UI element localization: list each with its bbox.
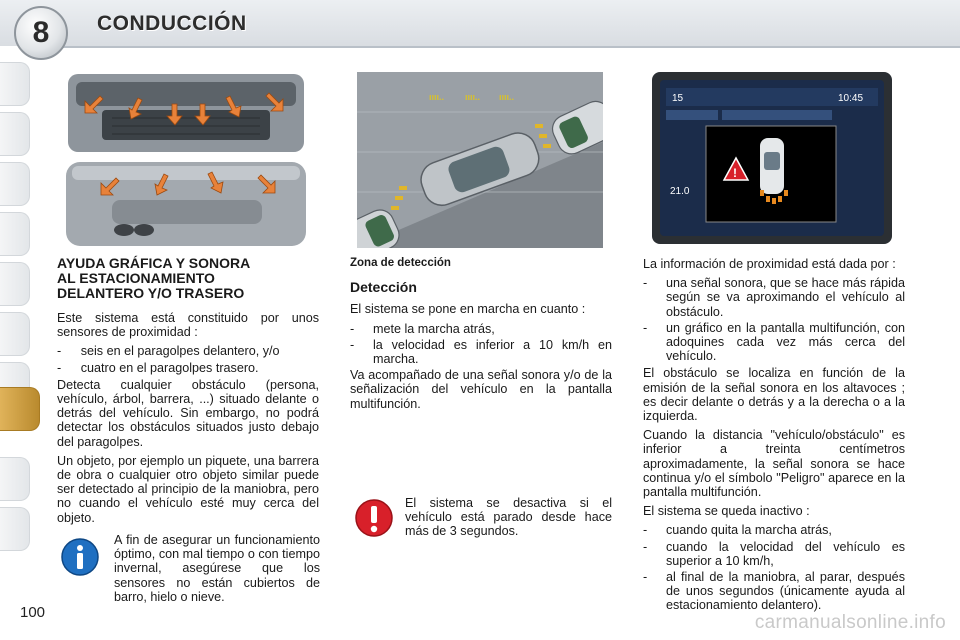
list-item: - un gráfico en la pantalla multifunción, con adoquines cada vez más cerca del vehículo. <box>643 320 905 364</box>
screen-time: 10:45 <box>838 93 864 104</box>
body-paragraph: El sistema se queda inactivo : <box>643 504 810 519</box>
chapter-tab[interactable] <box>0 162 30 206</box>
body-paragraph: Detecta cualquier obstáculo (persona, vehículo, árbol, barrera, ...) situado delante o detrás del vehículo. Sin embargo, no podrá detectar los obstáculos situados justo debajo del paragolpes. <box>57 377 319 449</box>
svg-text:!: ! <box>733 166 737 180</box>
chapter-tab[interactable] <box>0 507 30 551</box>
chapter-tabs <box>0 62 44 582</box>
body-paragraph: Un objeto, por ejemplo un piquete, una barrera de obra o cualquier otro objeto similar puede ser detectado al principio de la maniobra, pero no cuando el vehículo esté muy cerca del objeto. <box>57 453 319 525</box>
warning-note <box>354 496 612 539</box>
list-item: - seis en el paragolpes delantero, y/o <box>57 344 280 359</box>
middle-column <box>350 256 612 416</box>
warning-note-text: El sistema se desactiva si el vehículo está parado desde hace más de 3 segundos. <box>405 496 612 539</box>
svg-text:ıııı..: ıııı.. <box>499 92 515 102</box>
chapter-tab[interactable] <box>0 457 30 501</box>
intro-text: El sistema se pone en marcha en cuanto : <box>350 302 586 317</box>
list-item: - cuatro en el paragolpes trasero. <box>57 360 259 375</box>
warning-icon <box>354 498 394 538</box>
info-note-text: A fin de asegurar un funcionamiento óptimo, con mal tiempo o con tiempo invernal, asegúrese que los sensores no están cubiertos de barro, hielo o nieve. <box>114 533 320 604</box>
bumper-sensors-image <box>62 70 310 248</box>
zone-label: Zona de detección <box>350 257 451 269</box>
page-header <box>0 0 960 60</box>
list-item: - una señal sonora, que se hace más rápida según se va aproximando el vehículo al obstáculo. <box>643 276 905 319</box>
list-item: - al final de la maniobra, al parar, después de unos segundos (únicamente ayuda al estacionamiento delantero). <box>643 570 905 613</box>
left-column <box>57 256 319 530</box>
intro-text: La información de proximidad está dada por : <box>643 257 896 271</box>
list-item: - mete la marcha atrás, <box>350 321 495 336</box>
intro-text: Este sistema está constituido por unos sensores de proximidad : <box>57 311 319 340</box>
body-paragraph: Cuando la distancia "vehículo/obstáculo" es inferior a treinta centímetros aproximadamente, la señal sonora se hace continua y/o el símbolo "Peligro" aparece en la pantalla multifunción. <box>643 428 905 500</box>
watermark-text: carmanualsonline.info <box>754 612 946 633</box>
header-divider <box>60 46 960 48</box>
list-item: - cuando quita la marcha atrás, <box>643 523 832 538</box>
chapter-tab[interactable] <box>0 262 30 306</box>
chapter-tab[interactable] <box>0 312 30 356</box>
right-column <box>643 257 905 615</box>
chapter-number: 8 <box>32 16 50 49</box>
svg-text:ıııı..: ıııı.. <box>429 92 445 102</box>
page-number: 100 <box>20 604 46 621</box>
chapter-tab[interactable] <box>0 212 30 256</box>
screen-temp: 21.0 <box>670 186 690 197</box>
list-item: - cuando la velocidad del vehículo es superior a 10 km/h, <box>643 539 905 568</box>
svg-text:ıııı..: ıııı.. <box>465 92 481 102</box>
chapter-badge <box>14 6 68 60</box>
body-paragraph: El obstáculo se localiza en función de la emisión de la señal sonora en los altavoces ; es decir delante o detrás y a la derecha o a la izquierda. <box>643 366 905 424</box>
list-item: - la velocidad es inferior a 10 km/h en marcha. <box>350 337 612 367</box>
section-heading: AYUDA GRÁFICA Y SONORA AL ESTACIONAMIENTO DELANTERO Y/O TRASERO <box>57 255 251 301</box>
info-note <box>60 533 320 604</box>
chapter-tab[interactable] <box>0 62 30 106</box>
chapter-title: CONDUCCIÓN <box>97 12 247 35</box>
chapter-tab[interactable] <box>0 112 30 156</box>
detection-heading: Detección <box>350 279 417 296</box>
info-icon <box>60 537 100 577</box>
detection-zone-image <box>357 72 603 248</box>
screen-left-value: 15 <box>672 93 684 104</box>
chapter-tab-active[interactable] <box>0 387 40 431</box>
body-paragraph: Va acompañado de una señal sonora y/o de la señalización del vehículo en la pantalla multifunción. <box>350 368 612 411</box>
multifunction-screen-image <box>652 72 892 244</box>
